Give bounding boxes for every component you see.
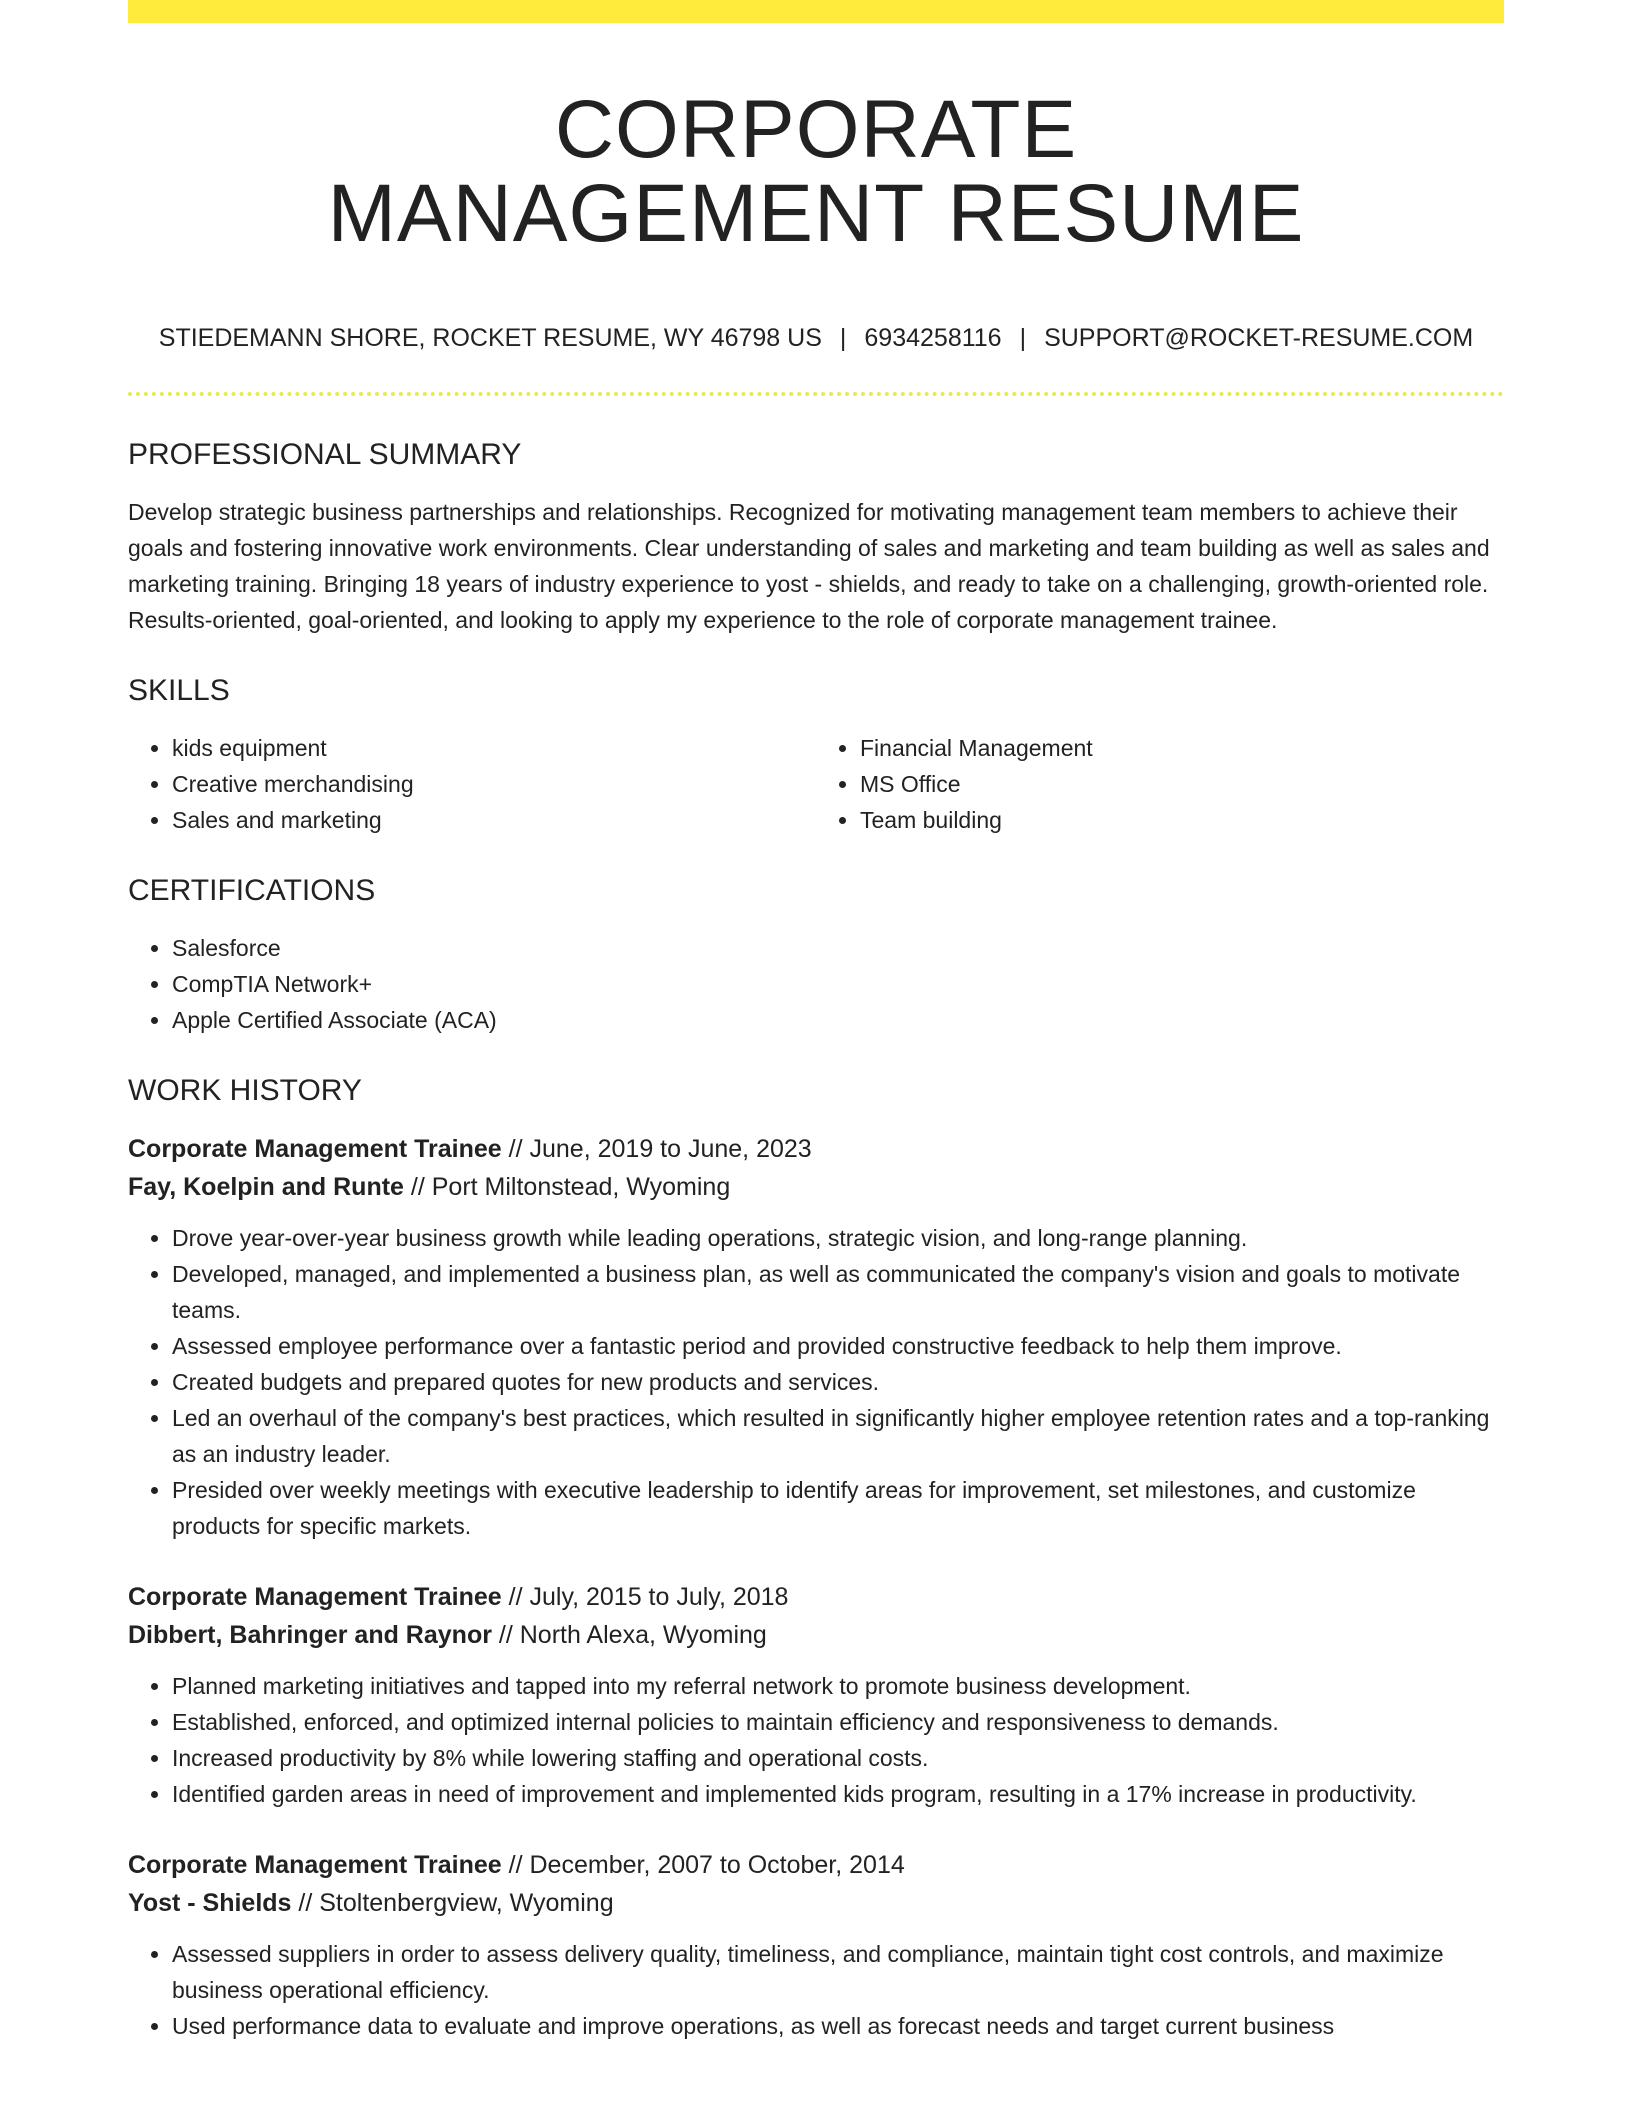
certification-item: • Salesforce: [172, 930, 1504, 966]
skills-list-left: [128, 730, 816, 838]
job-location: // Port Miltonstead, Wyoming: [403, 1173, 731, 1201]
certifications-section: [128, 872, 1504, 1038]
skill-item: • kids equipment: [172, 730, 816, 766]
job-bullet: • Assessed suppliers in order to assess delivery quality, timeliness, and compliance, maintain tight cost controls, and maximize business operational efficiency.: [172, 1936, 1504, 2008]
job-title-line: [128, 1130, 1504, 1168]
skills-columns: [128, 730, 1504, 838]
contact-phone[interactable]: 6934258116: [864, 324, 1002, 352]
resume-title: [128, 84, 1504, 259]
job-bullet: • Established, enforced, and optimized internal policies to maintain efficiency and responsiveness to demands.: [172, 1704, 1504, 1740]
job-bullet: • Created budgets and prepared quotes for new products and services.: [172, 1364, 1504, 1400]
job-title: Corporate Management Trainee: [128, 1135, 502, 1163]
job-title-line: [128, 1578, 1504, 1616]
certifications-list: [128, 930, 1504, 1038]
summary-section: [128, 436, 1504, 638]
job-bullet: • Drove year-over-year business growth while leading operations, strategic vision, and long-range planning.: [172, 1220, 1504, 1256]
certifications-heading: CERTIFICATIONS: [128, 874, 376, 907]
resume-title-line-2: MANAGEMENT RESUME: [327, 168, 1305, 259]
job-company: Dibbert, Bahringer and Raynor: [128, 1621, 492, 1649]
top-accent-bar: [128, 0, 1504, 23]
job-entry: [128, 1130, 1504, 1544]
skill-item: • MS Office: [860, 766, 1504, 802]
skill-item: • Creative merchandising: [172, 766, 816, 802]
job-title: Corporate Management Trainee: [128, 1851, 502, 1879]
job-bullet: • Developed, managed, and implemented a business plan, as well as communicated the company's vision and goals to motivate teams.: [172, 1256, 1504, 1328]
certification-item: • Apple Certified Associate (ACA): [172, 1002, 1504, 1038]
job-bullet: • Identified garden areas in need of improvement and implemented kids program, resulting in a 17% increase in productivity.: [172, 1776, 1504, 1812]
job-bullet: • Used performance data to evaluate and improve operations, as well as forecast needs and target current business: [172, 2008, 1504, 2044]
skill-item: • Financial Management: [860, 730, 1504, 766]
job-entry: [128, 1846, 1504, 2044]
job-company-line: [128, 1884, 1504, 1922]
certification-item: • CompTIA Network+: [172, 966, 1504, 1002]
job-dates: // July, 2015 to July, 2018: [501, 1583, 789, 1611]
job-bullet: • Increased productivity by 8% while lowering staffing and operational costs.: [172, 1740, 1504, 1776]
skills-list-right: [816, 730, 1504, 838]
job-location: // North Alexa, Wyoming: [491, 1621, 767, 1649]
job-bullets: [128, 1936, 1504, 2044]
job-company: Fay, Koelpin and Runte: [128, 1173, 404, 1201]
job-bullet: • Planned marketing initiatives and tapped into my referral network to promote business development.: [172, 1668, 1504, 1704]
contact-separator: |: [1019, 324, 1027, 352]
contact-line: [128, 322, 1504, 354]
summary-heading: PROFESSIONAL SUMMARY: [128, 438, 522, 471]
job-location: // Stoltenbergview, Wyoming: [291, 1889, 614, 1917]
job-dates: // December, 2007 to October, 2014: [501, 1851, 905, 1879]
summary-text: Develop strategic business partnerships and relationships. Recognized for motivating management team members to achieve their goals and fostering innovative work environments. Clear understanding of sales and marketing and team building as well as sales and marketing training. Bringing 18 years of industry experience to yost - shields, and ready to take on a challenging, growth-oriented role. Results-oriented, goal-oriented, and looking to apply my experience to the role of corporate management trainee.: [128, 499, 1490, 633]
work-history-heading: WORK HISTORY: [128, 1074, 362, 1107]
job-company: Yost - Shields: [128, 1889, 292, 1917]
job-title: Corporate Management Trainee: [128, 1583, 502, 1611]
skills-heading: SKILLS: [128, 674, 230, 707]
dotted-divider: [128, 392, 1504, 396]
job-entry: [128, 1578, 1504, 1812]
job-company-line: [128, 1168, 1504, 1206]
job-title-line: [128, 1846, 1504, 1884]
contact-address: STIEDEMANN SHORE, ROCKET RESUME, WY 46798 US: [158, 324, 822, 352]
work-history-section: [128, 1072, 1504, 2044]
contact-separator: |: [839, 324, 847, 352]
resume-title-line-1: CORPORATE: [554, 84, 1078, 175]
job-bullets: [128, 1220, 1504, 1544]
resume-content: [128, 436, 1504, 2078]
job-bullet: • Led an overhaul of the company's best practices, which resulted in significantly higher employee retention rates and a top-ranking as an industry leader.: [172, 1400, 1504, 1472]
job-company-line: [128, 1616, 1504, 1654]
skill-item: • Sales and marketing: [172, 802, 816, 838]
skill-item: • Team building: [860, 802, 1504, 838]
skills-section: [128, 672, 1504, 838]
job-dates: // June, 2019 to June, 2023: [501, 1135, 812, 1163]
contact-email[interactable]: SUPPORT@ROCKET-RESUME.COM: [1044, 324, 1474, 352]
job-bullet: • Presided over weekly meetings with executive leadership to identify areas for improvement, set milestones, and customize products for specific markets.: [172, 1472, 1504, 1544]
job-bullet: • Assessed employee performance over a fantastic period and provided constructive feedback to help them improve.: [172, 1328, 1504, 1364]
job-bullets: [128, 1668, 1504, 1812]
